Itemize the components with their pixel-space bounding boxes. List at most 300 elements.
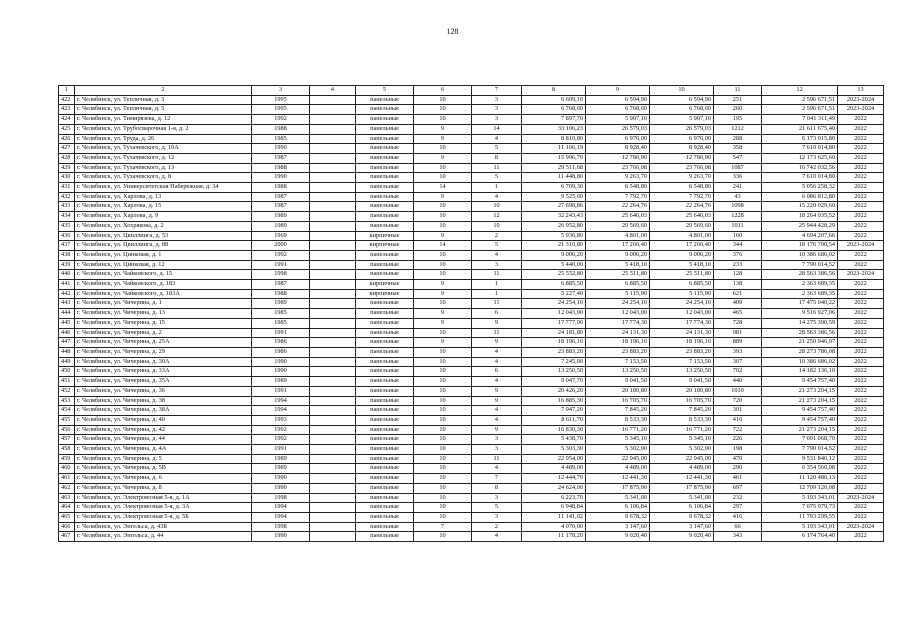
cost-cell: 9 531 840,12 — [762, 454, 838, 464]
total-area-cell: 11 141,02 — [522, 512, 586, 522]
cost-cell: 6 174 764,40 — [762, 532, 838, 542]
year-reconstruction-cell — [310, 231, 356, 241]
row-number-cell: 435 — [59, 221, 75, 231]
entrances-cell: 3 — [472, 95, 522, 105]
wall-material-cell: панельные — [356, 522, 414, 532]
residents-cell: 393 — [714, 347, 762, 357]
entrances-cell: 4 — [472, 347, 522, 357]
cost-cell: 7 610 014,80 — [762, 173, 838, 183]
cost-cell: 25 944 428,29 — [762, 221, 838, 231]
year-built-cell: 1990 — [252, 483, 310, 493]
wall-material-cell: панельные — [356, 192, 414, 202]
address-cell: г. Челябинск, ул. Чичерина, д. 13 — [75, 309, 252, 319]
total-area-cell: 13 250,50 — [522, 367, 586, 377]
private-area-cell: 5 345,10 — [650, 435, 714, 445]
table-row — [59, 425, 884, 435]
entrances-cell: 5 — [472, 144, 522, 154]
year-reconstruction-cell — [310, 483, 356, 493]
residential-area-cell: 12 780,90 — [586, 153, 650, 163]
table-row — [59, 435, 884, 445]
planned-period-cell: 2022 — [838, 415, 884, 425]
year-built-cell: 1994 — [252, 396, 310, 406]
address-cell: г. Челябинск, ул. Чичерина, д. 42 — [75, 425, 252, 435]
private-area-cell: 7 845,20 — [650, 406, 714, 416]
total-area-cell: 32 243,43 — [522, 212, 586, 222]
planned-period-cell: 2022 — [838, 231, 884, 241]
address-cell: г. Челябинск, ул. Чичерина, д. 6 — [75, 474, 252, 484]
wall-material-cell: панельные — [356, 415, 414, 425]
year-reconstruction-cell — [310, 347, 356, 357]
residents-cell: 138 — [714, 280, 762, 290]
wall-material-cell: панельные — [356, 445, 414, 455]
year-reconstruction-cell — [310, 454, 356, 464]
private-area-cell: 26 579,03 — [650, 124, 714, 134]
year-built-cell: 1991 — [252, 260, 310, 270]
address-cell: г. Челябинск, ул. Чичерина, д. 35А — [75, 377, 252, 387]
wall-material-cell: панельные — [356, 212, 414, 222]
residential-area-cell: 24 254,10 — [586, 299, 650, 309]
entrances-cell: 6 — [472, 367, 522, 377]
planned-period-cell: 2022 — [838, 124, 884, 134]
table-row — [59, 377, 884, 387]
entrances-cell: 3 — [472, 115, 522, 125]
wall-material-cell: панельные — [356, 435, 414, 445]
year-built-cell: 2000 — [252, 241, 310, 251]
year-reconstruction-cell — [310, 474, 356, 484]
year-reconstruction-cell — [310, 503, 356, 513]
entrances-cell: 2 — [472, 231, 522, 241]
residents-cell: 233 — [714, 260, 762, 270]
planned-period-cell: 2022 — [838, 318, 884, 328]
cost-cell: 14 275 390,59 — [762, 318, 838, 328]
floors-cell: 14 — [414, 241, 472, 251]
column-header: 12 — [762, 86, 838, 96]
planned-period-cell: 2022 — [838, 483, 884, 493]
address-cell: г. Челябинск, ул. Тепличная, д. 5 — [75, 105, 252, 115]
floors-cell: 9 — [414, 309, 472, 319]
wall-material-cell: панельные — [356, 367, 414, 377]
wall-material-cell: панельные — [356, 183, 414, 193]
entrances-cell: 2 — [472, 522, 522, 532]
floors-cell: 10 — [414, 250, 472, 260]
planned-period-cell: 2022 — [838, 163, 884, 173]
residents-cell: 697 — [714, 483, 762, 493]
residential-area-cell: 13 250,50 — [586, 367, 650, 377]
floors-cell: 10 — [414, 406, 472, 416]
entrances-cell: 4 — [472, 357, 522, 367]
entrances-cell: 4 — [472, 192, 522, 202]
floors-cell: 9 — [414, 338, 472, 348]
entrances-cell: 1 — [472, 280, 522, 290]
planned-period-cell: 2022 — [838, 512, 884, 522]
row-number-cell: 439 — [59, 260, 75, 270]
table-row — [59, 95, 884, 105]
address-cell: г. Челябинск, ул. Цинковая, д. 1 — [75, 250, 252, 260]
private-area-cell: 17 266,40 — [650, 241, 714, 251]
year-built-cell: 1988 — [252, 124, 310, 134]
residential-area-cell: 6 970,00 — [586, 134, 650, 144]
year-reconstruction-cell — [310, 212, 356, 222]
residential-area-cell: 23 766,08 — [586, 163, 650, 173]
table-body — [59, 95, 884, 541]
row-number-cell: 431 — [59, 183, 75, 193]
total-area-cell: 11 448,80 — [522, 173, 586, 183]
entrances-cell: 4 — [472, 532, 522, 542]
row-number-cell: 426 — [59, 134, 75, 144]
planned-period-cell: 2022 — [838, 221, 884, 231]
year-built-cell: 1988 — [252, 183, 310, 193]
private-area-cell: 6 548,80 — [650, 183, 714, 193]
year-built-cell: 1987 — [252, 192, 310, 202]
column-header: 4 — [310, 86, 356, 96]
wall-material-cell: панельные — [356, 221, 414, 231]
year-built-cell: 1991 — [252, 386, 310, 396]
year-reconstruction-cell — [310, 425, 356, 435]
private-area-cell: 12 780,90 — [650, 153, 714, 163]
table-row — [59, 163, 884, 173]
residential-area-cell: 16 705,70 — [586, 396, 650, 406]
address-cell: г. Челябинск, ул. Чайковского, д. 183А — [75, 289, 252, 299]
row-number-cell: 458 — [59, 445, 75, 455]
entrances-cell: 11 — [472, 454, 522, 464]
residents-cell: 232 — [714, 493, 762, 503]
total-area-cell: 8 611,70 — [522, 415, 586, 425]
cost-cell: 7 075 979,73 — [762, 503, 838, 513]
residents-cell: 301 — [714, 406, 762, 416]
year-reconstruction-cell — [310, 250, 356, 260]
floors-cell: 10 — [414, 357, 472, 367]
planned-period-cell: 2022 — [838, 454, 884, 464]
table-row — [59, 474, 884, 484]
entrances-cell: 8 — [472, 153, 522, 163]
total-area-cell: 20 426,20 — [522, 386, 586, 396]
planned-period-cell: 2022 — [838, 153, 884, 163]
total-area-cell: 27 698,86 — [522, 202, 586, 212]
column-header: 5 — [356, 86, 414, 96]
table-row — [59, 280, 884, 290]
residents-cell: 358 — [714, 144, 762, 154]
residential-area-cell: 5 418,10 — [586, 260, 650, 270]
row-number-cell: 422 — [59, 95, 75, 105]
row-number-cell: 436 — [59, 231, 75, 241]
table-row — [59, 396, 884, 406]
table-row — [59, 309, 884, 319]
table-row — [59, 260, 884, 270]
entrances-cell: 11 — [472, 299, 522, 309]
year-reconstruction-cell — [310, 445, 356, 455]
cost-cell: 21 273 204,15 — [762, 396, 838, 406]
private-area-cell: 25 511,80 — [650, 270, 714, 280]
cost-cell: 4 694 207,66 — [762, 231, 838, 241]
total-area-cell: 22 954,00 — [522, 454, 586, 464]
residential-area-cell: 9 006,20 — [586, 250, 650, 260]
year-built-cell: 1985 — [252, 134, 310, 144]
residential-area-cell: 6 768,60 — [586, 105, 650, 115]
residents-cell: 1098 — [714, 202, 762, 212]
planned-period-cell: 2022 — [838, 202, 884, 212]
floors-cell: 10 — [414, 435, 472, 445]
column-header: 13 — [838, 86, 884, 96]
planned-period-cell: 2022 — [838, 192, 884, 202]
table-row — [59, 464, 884, 474]
year-built-cell: 1987 — [252, 202, 310, 212]
residential-area-cell: 4 489,00 — [586, 464, 650, 474]
private-area-cell: 5 115,90 — [650, 289, 714, 299]
floors-cell: 10 — [414, 532, 472, 542]
address-cell: г. Челябинск, ул. Чичерина, д. 30А — [75, 357, 252, 367]
table-row — [59, 241, 884, 251]
private-area-cell: 17 774,30 — [650, 318, 714, 328]
wall-material-cell: панельные — [356, 202, 414, 212]
residents-cell: 336 — [714, 173, 762, 183]
housing-registry-table — [58, 85, 884, 542]
residential-area-cell: 25 646,03 — [586, 212, 650, 222]
table-row — [59, 153, 884, 163]
address-cell: г. Челябинск, ул. Чичерина, д. 38А — [75, 406, 252, 416]
private-area-cell: 9 678,32 — [650, 512, 714, 522]
floors-cell: 10 — [414, 212, 472, 222]
floors-cell: 10 — [414, 173, 472, 183]
residential-area-cell: 6 106,84 — [586, 503, 650, 513]
column-number-row — [59, 86, 884, 96]
year-reconstruction-cell — [310, 221, 356, 231]
table-row — [59, 231, 884, 241]
planned-period-cell: 2022 — [838, 212, 884, 222]
year-built-cell: 1991 — [252, 328, 310, 338]
cost-cell: 5 056 258,32 — [762, 183, 838, 193]
planned-period-cell: 2022 — [838, 464, 884, 474]
table-row — [59, 115, 884, 125]
entrances-cell: 4 — [472, 134, 522, 144]
residential-area-cell: 5 115,90 — [586, 289, 650, 299]
cost-cell: 10 386 686,02 — [762, 357, 838, 367]
address-cell: г. Челябинск, ул. Чайковского, д. 15 — [75, 270, 252, 280]
floors-cell: 10 — [414, 464, 472, 474]
floors-cell: 10 — [414, 95, 472, 105]
wall-material-cell: кирпичные — [356, 280, 414, 290]
table-row — [59, 454, 884, 464]
cost-cell: 28 563 386,56 — [762, 328, 838, 338]
residential-area-cell: 17 774,30 — [586, 318, 650, 328]
total-area-cell: 7 897,70 — [522, 115, 586, 125]
row-number-cell: 437 — [59, 241, 75, 251]
table-row — [59, 357, 884, 367]
row-number-cell: 456 — [59, 425, 75, 435]
column-header: 7 — [472, 86, 522, 96]
year-reconstruction-cell — [310, 415, 356, 425]
total-area-cell: 17 777,90 — [522, 318, 586, 328]
row-number-cell: 457 — [59, 435, 75, 445]
total-area-cell: 25 552,80 — [522, 270, 586, 280]
residential-area-cell: 9 263,70 — [586, 173, 650, 183]
total-area-cell: 7 947,20 — [522, 406, 586, 416]
private-area-cell: 23 883,20 — [650, 347, 714, 357]
address-cell: г. Челябинск, ул. Чичерина, д. 25А — [75, 338, 252, 348]
total-area-cell: 21 310,80 — [522, 241, 586, 251]
total-area-cell: 29 511,68 — [522, 163, 586, 173]
private-area-cell: 22 264,76 — [650, 202, 714, 212]
address-cell: г. Челябинск, ул. Чичерина, д. 4А — [75, 445, 252, 455]
entrances-cell: 5 — [472, 241, 522, 251]
year-built-cell: 1989 — [252, 212, 310, 222]
table-row — [59, 493, 884, 503]
wall-material-cell: панельные — [356, 95, 414, 105]
row-number-cell: 448 — [59, 347, 75, 357]
row-number-cell: 452 — [59, 386, 75, 396]
residents-cell: 465 — [714, 309, 762, 319]
residents-cell: 720 — [714, 396, 762, 406]
table-row — [59, 250, 884, 260]
table-row — [59, 105, 884, 115]
private-area-cell: 6 970,00 — [650, 134, 714, 144]
entrances-cell: 3 — [472, 493, 522, 503]
residential-area-cell: 7 845,20 — [586, 406, 650, 416]
wall-material-cell: панельные — [356, 396, 414, 406]
cost-cell: 9 454 757,40 — [762, 415, 838, 425]
total-area-cell: 7 245,00 — [522, 357, 586, 367]
entrances-cell: 4 — [472, 377, 522, 387]
year-built-cell: 1995 — [252, 105, 310, 115]
residents-cell: 160 — [714, 231, 762, 241]
private-area-cell: 6 106,84 — [650, 503, 714, 513]
floors-cell: 7 — [414, 522, 472, 532]
residents-cell: 1087 — [714, 163, 762, 173]
residents-cell: 297 — [714, 503, 762, 513]
cost-cell: 12 173 625,60 — [762, 153, 838, 163]
entrances-cell: 3 — [472, 260, 522, 270]
table-row — [59, 173, 884, 183]
cost-cell: 21 611 675,40 — [762, 124, 838, 134]
cost-cell: 15 220 029,60 — [762, 202, 838, 212]
table-row — [59, 289, 884, 299]
year-built-cell: 1987 — [252, 280, 310, 290]
wall-material-cell: кирпичные — [356, 231, 414, 241]
row-number-cell: 425 — [59, 124, 75, 134]
row-number-cell: 443 — [59, 299, 75, 309]
residential-area-cell: 6 594,90 — [586, 95, 650, 105]
address-cell: г. Челябинск, ул. Хохрякова, д. 2 — [75, 221, 252, 231]
address-cell: г. Челябинск, ул. Цвиллинга, д. 53 — [75, 231, 252, 241]
residential-area-cell: 17 875,90 — [586, 483, 650, 493]
year-reconstruction-cell — [310, 299, 356, 309]
wall-material-cell: кирпичные — [356, 241, 414, 251]
entrances-cell: 1 — [472, 289, 522, 299]
row-number-cell: 438 — [59, 250, 75, 260]
row-number-cell: 460 — [59, 464, 75, 474]
address-cell: г. Челябинск, ул. Чичерина, д. 36 — [75, 386, 252, 396]
year-built-cell: 1994 — [252, 512, 310, 522]
row-number-cell: 430 — [59, 173, 75, 183]
residential-area-cell: 8 928,40 — [586, 144, 650, 154]
year-built-cell: 1990 — [252, 357, 310, 367]
year-reconstruction-cell — [310, 338, 356, 348]
table-row — [59, 183, 884, 193]
row-number-cell: 463 — [59, 493, 75, 503]
wall-material-cell: панельные — [356, 124, 414, 134]
row-number-cell: 459 — [59, 454, 75, 464]
residential-area-cell: 18 196,10 — [586, 338, 650, 348]
residents-cell: 343 — [714, 532, 762, 542]
floors-cell: 10 — [414, 221, 472, 231]
wall-material-cell: панельные — [356, 512, 414, 522]
cost-cell: 9 454 757,40 — [762, 377, 838, 387]
row-number-cell: 433 — [59, 202, 75, 212]
residents-cell: 728 — [714, 318, 762, 328]
residential-area-cell: 22 264,76 — [586, 202, 650, 212]
planned-period-cell: 2022 — [838, 445, 884, 455]
entrances-cell: 3 — [472, 105, 522, 115]
private-area-cell: 4 489,00 — [650, 464, 714, 474]
residents-cell: 470 — [714, 454, 762, 464]
year-reconstruction-cell — [310, 493, 356, 503]
residential-area-cell: 4 801,00 — [586, 231, 650, 241]
floors-cell: 10 — [414, 347, 472, 357]
residential-area-cell: 17 266,40 — [586, 241, 650, 251]
year-reconstruction-cell — [310, 435, 356, 445]
total-area-cell: 23 883,20 — [522, 347, 586, 357]
private-area-cell: 5 341,00 — [650, 493, 714, 503]
floors-cell: 10 — [414, 367, 472, 377]
floors-cell: 10 — [414, 163, 472, 173]
floors-cell: 9 — [414, 289, 472, 299]
row-number-cell: 466 — [59, 522, 75, 532]
wall-material-cell: панельные — [356, 377, 414, 387]
private-area-cell: 9 020,40 — [650, 532, 714, 542]
total-area-cell: 8 810,80 — [522, 134, 586, 144]
floors-cell: 10 — [414, 144, 472, 154]
year-reconstruction-cell — [310, 309, 356, 319]
row-number-cell: 440 — [59, 270, 75, 280]
column-header: 6 — [414, 86, 472, 96]
entrances-cell: 9 — [472, 425, 522, 435]
year-built-cell: 1986 — [252, 338, 310, 348]
entrances-cell: 4 — [472, 250, 522, 260]
private-area-cell: 16 771,20 — [650, 425, 714, 435]
year-reconstruction-cell — [310, 406, 356, 416]
residential-area-cell: 5 907,10 — [586, 115, 650, 125]
row-number-cell: 427 — [59, 144, 75, 154]
planned-period-cell: 2023-2024 — [838, 522, 884, 532]
row-number-cell: 432 — [59, 192, 75, 202]
private-area-cell: 4 801,00 — [650, 231, 714, 241]
cost-cell: 7 091 068,70 — [762, 435, 838, 445]
year-built-cell: 1993 — [252, 415, 310, 425]
total-area-cell: 6 709,30 — [522, 183, 586, 193]
table-row — [59, 338, 884, 348]
entrances-cell: 3 — [472, 435, 522, 445]
planned-period-cell: 2022 — [838, 357, 884, 367]
year-reconstruction-cell — [310, 163, 356, 173]
year-reconstruction-cell — [310, 318, 356, 328]
total-area-cell: 33 106,23 — [522, 124, 586, 134]
column-header: 3 — [252, 86, 310, 96]
year-reconstruction-cell — [310, 357, 356, 367]
total-area-cell: 5 227,40 — [522, 289, 586, 299]
year-reconstruction-cell — [310, 289, 356, 299]
residents-cell: 376 — [714, 250, 762, 260]
planned-period-cell: 2022 — [838, 183, 884, 193]
address-cell: г. Челябинск, ул. Университетская Набережная, д. 34 — [75, 183, 252, 193]
address-cell: г. Челябинск, ул. Чичерина, д. 38 — [75, 396, 252, 406]
wall-material-cell: панельные — [356, 153, 414, 163]
table-row — [59, 202, 884, 212]
table-row — [59, 347, 884, 357]
year-reconstruction-cell — [310, 386, 356, 396]
year-reconstruction-cell — [310, 173, 356, 183]
address-cell: г. Челябинск, ул. Тухачевского, д. 10А — [75, 144, 252, 154]
residential-area-cell: 6 885,50 — [586, 280, 650, 290]
cost-cell: 16 742 032,56 — [762, 163, 838, 173]
